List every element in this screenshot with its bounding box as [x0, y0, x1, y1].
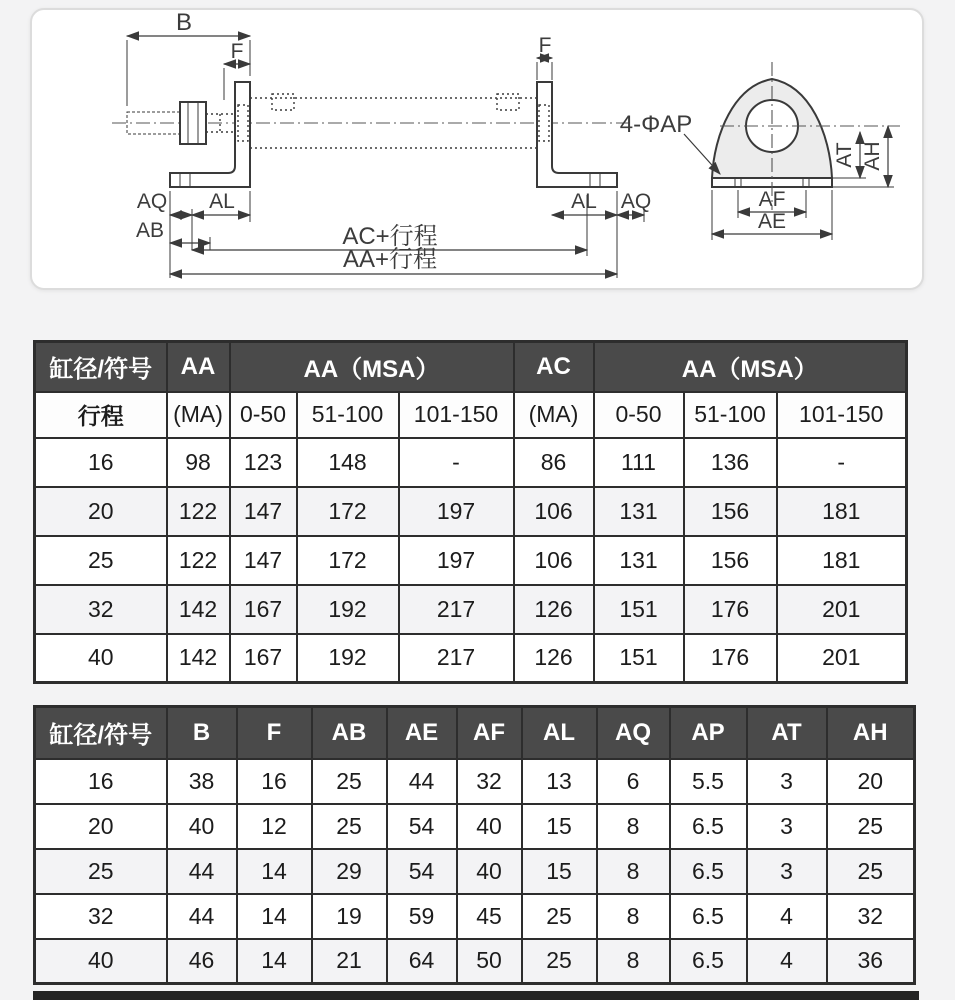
column-header: AH	[827, 707, 915, 759]
dim-label-aq-right: AQ	[620, 190, 652, 213]
table-cell: 192	[297, 634, 399, 683]
column-header: AA（MSA）	[230, 342, 514, 392]
table-cell: 20	[827, 759, 915, 804]
table-row	[35, 707, 915, 759]
table-cell: 136	[684, 438, 777, 487]
column-header: AB	[312, 707, 387, 759]
table-cell: 51-100	[297, 392, 399, 438]
table-cell: 3	[747, 804, 827, 849]
table-cell: 64	[387, 939, 457, 984]
table-cell: 156	[684, 487, 777, 536]
table-cell: 54	[387, 849, 457, 894]
table-row	[35, 487, 907, 536]
dim-label-al-right: AL	[571, 190, 597, 213]
table-row	[35, 438, 907, 487]
table-cell: -	[399, 438, 514, 487]
table-cell: 32	[457, 759, 522, 804]
table-cell: 15	[522, 849, 597, 894]
table-cell: 201	[777, 585, 907, 634]
table-cell: 25	[312, 759, 387, 804]
table-cell: 217	[399, 634, 514, 683]
table-cell: 172	[297, 487, 399, 536]
column-header: AQ	[597, 707, 670, 759]
table-cell: 40	[35, 939, 167, 984]
table-cell: 6.5	[670, 939, 747, 984]
table-cell: 20	[35, 487, 167, 536]
table-cell: 6.5	[670, 804, 747, 849]
table-cell: 12	[237, 804, 312, 849]
table-cell: 181	[777, 487, 907, 536]
table-cell: 32	[35, 894, 167, 939]
table-cell: 40	[35, 634, 167, 683]
dim-label-f-left: F	[230, 40, 244, 63]
table-cell: 50	[457, 939, 522, 984]
stroke-dimension-table	[33, 340, 908, 684]
table-cell: 25	[522, 894, 597, 939]
table-cell: 40	[457, 804, 522, 849]
table-cell: 101-150	[399, 392, 514, 438]
table-cell: 38	[167, 759, 237, 804]
table-cell: 6	[597, 759, 670, 804]
table-cell: 106	[514, 487, 594, 536]
table-cell: 44	[387, 759, 457, 804]
table-cell: 6.5	[670, 849, 747, 894]
table-cell: 172	[297, 536, 399, 585]
table-cell: 147	[230, 487, 297, 536]
table-cell: (MA)	[514, 392, 594, 438]
table-cell: 40	[457, 849, 522, 894]
column-header: AA	[167, 342, 230, 392]
table-cell: 4	[747, 939, 827, 984]
dim-label-ae: AE	[757, 210, 787, 233]
table-cell: 122	[167, 536, 230, 585]
table-cell: 25	[827, 804, 915, 849]
table-cell: 25	[827, 849, 915, 894]
table-cell: 106	[514, 536, 594, 585]
table-cell: 176	[684, 634, 777, 683]
table-cell: 192	[297, 585, 399, 634]
cutoff-next-table-header	[33, 991, 919, 1000]
table-row	[35, 804, 915, 849]
bracket-dimension-table	[33, 705, 916, 985]
table-cell: 44	[167, 894, 237, 939]
table-cell: 16	[237, 759, 312, 804]
table-row	[35, 634, 907, 683]
table-cell: 8	[597, 894, 670, 939]
table-cell: 51-100	[684, 392, 777, 438]
table-cell: 148	[297, 438, 399, 487]
table-cell: 142	[167, 585, 230, 634]
table-cell: 6.5	[670, 894, 747, 939]
table-cell: 44	[167, 849, 237, 894]
table-cell: 0-50	[594, 392, 684, 438]
table-cell: (MA)	[167, 392, 230, 438]
table-cell: 59	[387, 894, 457, 939]
table-cell: 15	[522, 804, 597, 849]
table-cell: 5.5	[670, 759, 747, 804]
table-cell: -	[777, 438, 907, 487]
table-cell: 147	[230, 536, 297, 585]
table-cell: 46	[167, 939, 237, 984]
dim-label-ab: AB	[135, 219, 165, 242]
table-cell: 217	[399, 585, 514, 634]
dim-label-aq-left: AQ	[136, 190, 168, 213]
table-row	[35, 894, 915, 939]
table-row	[35, 585, 907, 634]
table-corner-header: 缸径/符号	[35, 342, 167, 392]
table-cell: 20	[35, 804, 167, 849]
table-cell: 54	[387, 804, 457, 849]
table-row	[35, 342, 907, 392]
table-cell: 122	[167, 487, 230, 536]
column-header: F	[237, 707, 312, 759]
table-cell: 123	[230, 438, 297, 487]
dim-label-al-left: AL	[209, 190, 235, 213]
table-cell: 45	[457, 894, 522, 939]
column-header: AE	[387, 707, 457, 759]
table-cell: 0-50	[230, 392, 297, 438]
table-cell: 142	[167, 634, 230, 683]
column-header: B	[167, 707, 237, 759]
technical-drawing-panel	[30, 8, 924, 290]
table-cell: 8	[597, 939, 670, 984]
dim-label-b: B	[175, 10, 193, 36]
column-header: AT	[747, 707, 827, 759]
table-cell: 14	[237, 894, 312, 939]
stroke-subheader: 行程	[35, 392, 167, 438]
table-cell: 176	[684, 585, 777, 634]
dim-label-ah: AH	[861, 141, 884, 171]
table-cell: 197	[399, 536, 514, 585]
table-row	[35, 536, 907, 585]
table-cell: 32	[35, 585, 167, 634]
table-cell: 4	[747, 894, 827, 939]
table-cell: 21	[312, 939, 387, 984]
bracket-front-view	[620, 62, 900, 240]
table-cell: 40	[167, 804, 237, 849]
table-cell: 25	[522, 939, 597, 984]
table-cell: 25	[312, 804, 387, 849]
table-cell: 131	[594, 487, 684, 536]
cylinder-side-view	[112, 82, 630, 187]
column-header: AC	[514, 342, 594, 392]
table-cell: 156	[684, 536, 777, 585]
table-cell: 98	[167, 438, 230, 487]
dim-label-f-right: F	[538, 34, 552, 57]
table-cell: 13	[522, 759, 597, 804]
table-corner-header: 缸径/符号	[35, 707, 167, 759]
table-cell: 36	[827, 939, 915, 984]
table-cell: 151	[594, 634, 684, 683]
table-cell: 131	[594, 536, 684, 585]
table-cell: 16	[35, 438, 167, 487]
table-row	[35, 759, 915, 804]
table-cell: 3	[747, 759, 827, 804]
table-cell: 29	[312, 849, 387, 894]
table-row	[35, 849, 915, 894]
table-cell: 8	[597, 849, 670, 894]
column-header: AP	[670, 707, 747, 759]
hole-callout-label: 4-ΦAP	[619, 111, 693, 138]
table-cell: 14	[237, 939, 312, 984]
table-cell: 151	[594, 585, 684, 634]
table-cell: 101-150	[777, 392, 907, 438]
table-cell: 201	[777, 634, 907, 683]
table-cell: 3	[747, 849, 827, 894]
table-cell: 167	[230, 585, 297, 634]
table-cell: 197	[399, 487, 514, 536]
dim-label-aa-stroke: AA+行程	[342, 246, 438, 273]
column-header: AF	[457, 707, 522, 759]
table-cell: 111	[594, 438, 684, 487]
table-cell: 181	[777, 536, 907, 585]
table-cell: 8	[597, 804, 670, 849]
table-cell: 25	[35, 849, 167, 894]
table-cell: 126	[514, 585, 594, 634]
table-cell: 167	[230, 634, 297, 683]
dim-label-af: AF	[758, 188, 786, 211]
dim-label-ac-stroke: AC+行程	[342, 223, 438, 250]
table-cell: 126	[514, 634, 594, 683]
table-cell: 16	[35, 759, 167, 804]
dim-label-at: AT	[833, 142, 856, 168]
column-header: AA（MSA）	[594, 342, 907, 392]
table-cell: 25	[35, 536, 167, 585]
table-row	[35, 392, 907, 438]
table-cell: 14	[237, 849, 312, 894]
table-cell: 86	[514, 438, 594, 487]
technical-drawing	[32, 10, 922, 288]
table-cell: 32	[827, 894, 915, 939]
table-cell: 19	[312, 894, 387, 939]
column-header: AL	[522, 707, 597, 759]
table-row	[35, 939, 915, 984]
